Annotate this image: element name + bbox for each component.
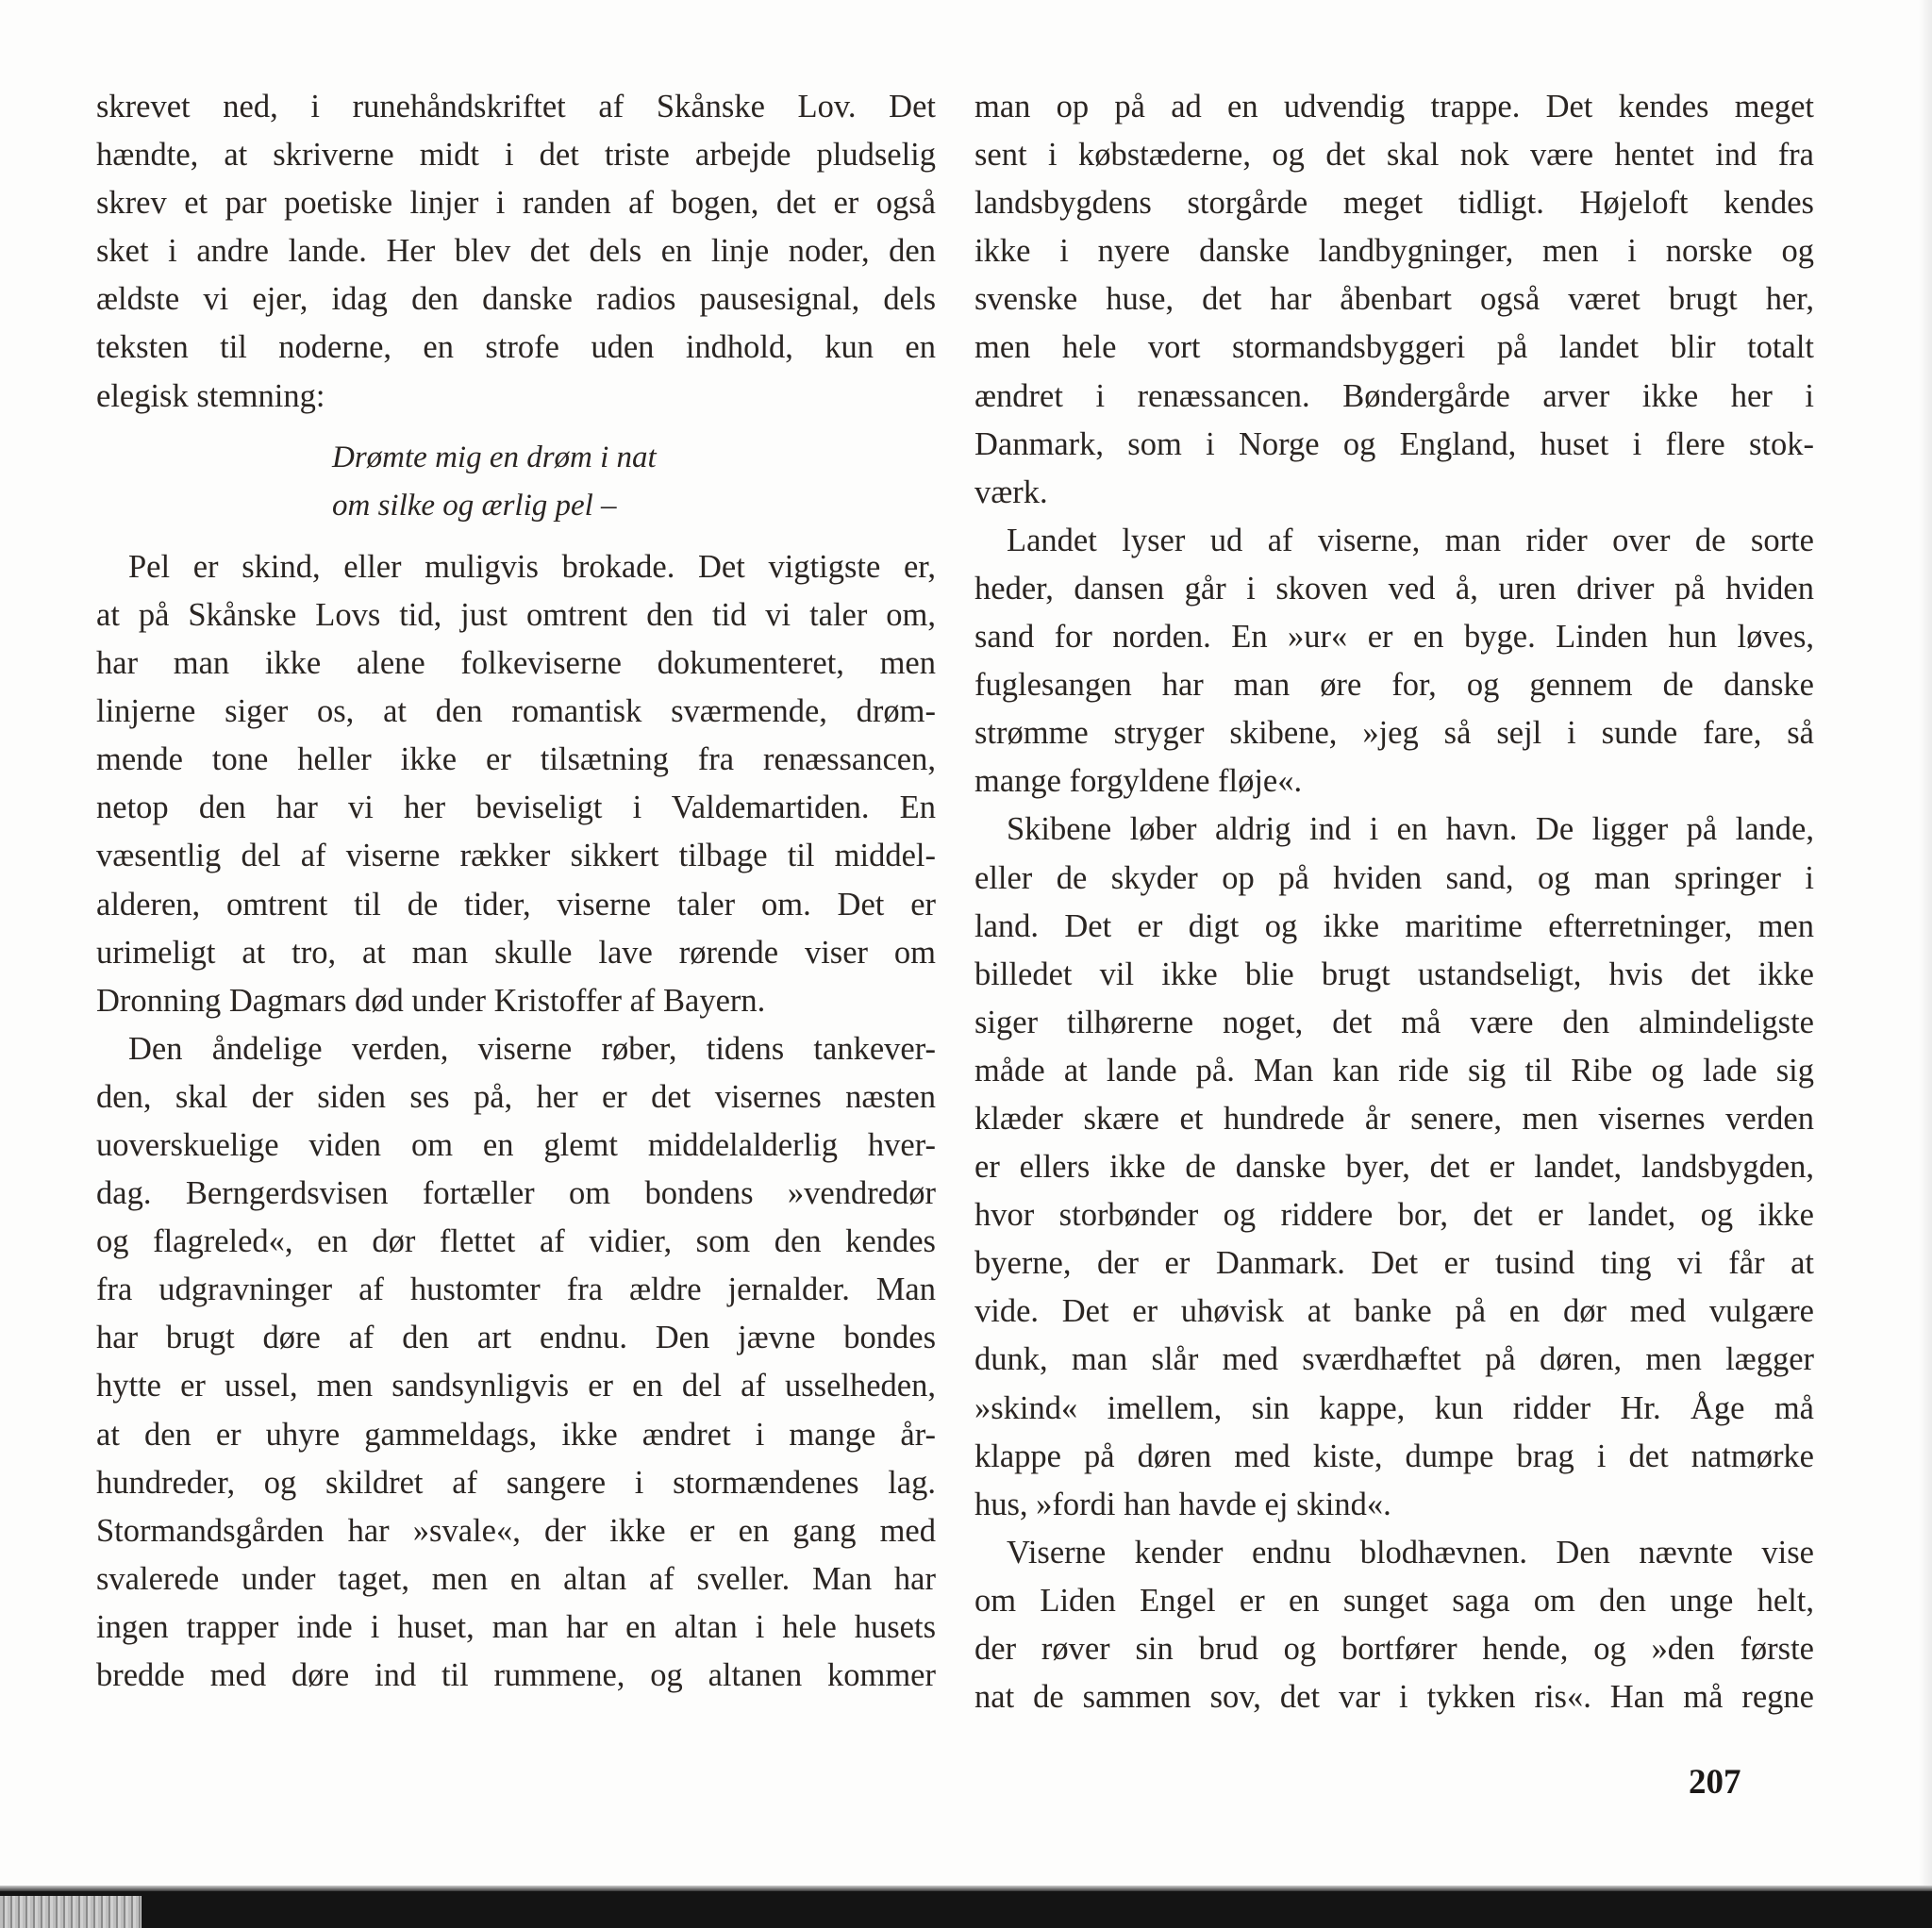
text-line: skrev et par poetiske linjer i randen af bogen, det er også xyxy=(96,185,936,222)
text-line: dunk, man slår med sværdhæftet på døren, men lægger xyxy=(974,1341,1814,1378)
text-line: at den er uhyre gammeldags, ikke ændret i mange år- xyxy=(96,1416,936,1453)
text-line: sand for norden. En »ur« er en byge. Linden hun løves, xyxy=(974,619,1814,656)
text-line: den, skal der siden ses på, her er det visernes næsten xyxy=(96,1078,936,1115)
left-text-column xyxy=(96,83,936,1700)
text-line: væsentlig del af viserne rækker sikkert tilbage til middel- xyxy=(96,838,936,874)
paragraph xyxy=(974,517,1814,806)
text-line: hytte er ussel, men sandsynligvis er en del af usselheden, xyxy=(96,1368,936,1404)
text-line: svalerede under taget, men en altan af sveller. Man har xyxy=(96,1560,936,1597)
text-line: fra udgravninger af hustomter fra ældre jernalder. Man xyxy=(96,1271,936,1308)
text-line: ændret i renæssancen. Bøndergårde arver ikke her i xyxy=(974,377,1814,414)
verse-quote xyxy=(96,434,936,530)
text-line: urimeligt at tro, at man skulle lave rørende viser om xyxy=(96,934,936,971)
text-line: hvor storbønder og riddere bor, det er landet, og ikke xyxy=(974,1197,1814,1234)
text-line: har brugt døre af den art endnu. Den jævne bondes xyxy=(96,1320,936,1356)
text-line: linjerne siger os, at den romantisk sværmende, drøm- xyxy=(96,693,936,730)
text-line: man op på ad en udvendig trappe. Det kendes meget xyxy=(974,89,1814,125)
text-line: Dronning Dagmars død under Kristoffer af Bayern. xyxy=(96,982,766,1019)
text-line: værk. xyxy=(974,474,1048,510)
text-line: klæder skære et hundrede år senere, men visernes verden xyxy=(974,1100,1814,1137)
text-line: ikke i nyere danske landbygninger, men i norske og xyxy=(974,233,1814,270)
scan-bottom-band xyxy=(0,1891,1932,1928)
text-line: Viserne kender endnu blodhævnen. Den nævnte vise xyxy=(1007,1534,1814,1571)
text-line: »skind« imellem, sin kappe, kun ridder Hr. Åge må xyxy=(974,1389,1814,1426)
text-line: fuglesangen har man øre for, og gennem de danske xyxy=(974,667,1814,704)
text-line: billedet vil ikke blie brugt ustandseligt, hvis det ikke xyxy=(974,956,1814,992)
text-line: vide. Det er uhøvisk at banke på en dør med vulgære xyxy=(974,1293,1814,1330)
text-line: har man ikke alene folkeviserne dokumenteret, men xyxy=(96,645,936,682)
text-line: elegisk stemning: xyxy=(96,377,325,414)
verse-line: Drømte mig en drøm i nat xyxy=(332,440,657,474)
text-line: teksten til noderne, en strofe uden indhold, kun en xyxy=(96,329,936,366)
scan-corner-artifact xyxy=(0,1896,142,1928)
text-line: eller de skyder op på hviden sand, og man springer i xyxy=(974,859,1814,896)
right-text-column xyxy=(974,83,1814,1721)
text-line: sent i købstæderne, og det skal nok være hentet ind fra xyxy=(974,137,1814,174)
text-line: men hele vort stormandsbyggeri på landet blir totalt xyxy=(974,329,1814,366)
text-line: ingen trapper inde i huset, man har en altan i hele husets xyxy=(96,1608,936,1645)
page-number: 207 xyxy=(1689,1763,1741,1802)
text-line: Den åndelige verden, viserne røber, tidens tankever- xyxy=(128,1030,936,1067)
text-line: svenske huse, det har åbenbart også været brugt her, xyxy=(974,281,1814,318)
text-line: Pel er skind, eller muligvis brokade. Det vigtigste er, xyxy=(128,548,936,585)
text-line: ældste vi ejer, idag den danske radios pausesignal, dels xyxy=(96,281,936,318)
text-line: skrevet ned, i runehåndskriftet af Skånske Lov. Det xyxy=(96,89,936,125)
paragraph xyxy=(974,806,1814,1528)
text-line: der røver sin brud og bortfører hende, og »den første xyxy=(974,1631,1814,1667)
text-line: Landet lyser ud af viserne, man rider over de sorte xyxy=(1007,522,1814,558)
text-line: måde at lande på. Man kan ride sig til Ribe og lade sig xyxy=(974,1052,1814,1089)
paragraph xyxy=(96,543,936,1025)
text-line: mange forgyldene fløje«. xyxy=(974,763,1303,800)
text-line: Danmark, som i Norge og England, huset i flere stok- xyxy=(974,425,1814,462)
text-line: og flagreled«, en dør flettet af vidier, som den kendes xyxy=(96,1223,936,1260)
text-line: dag. Berngerdsvisen fortæller om bondens »vendredør xyxy=(96,1175,936,1212)
paragraph xyxy=(96,1025,936,1700)
text-line: bredde med døre ind til rummene, og altanen kommer xyxy=(96,1657,936,1693)
text-line: hændte, at skriverne midt i det triste arbejde pludselig xyxy=(96,137,936,174)
text-line: sket i andre lande. Her blev det dels en linje noder, den xyxy=(96,233,936,270)
page-edge-shadow xyxy=(1919,0,1932,1886)
text-line: Stormandsgården har »svale«, der ikke er en gang med xyxy=(96,1512,936,1549)
text-line: hus, »fordi han havde ej skind«. xyxy=(974,1486,1391,1522)
text-line: mende tone heller ikke er tilsætning fra renæssancen, xyxy=(96,741,936,778)
text-line: heder, dansen går i skoven ved å, uren driver på hviden xyxy=(974,570,1814,607)
text-line: siger tilhørerne noget, det må være den almindeligste xyxy=(974,1004,1814,1040)
text-line: alderen, omtrent til de tider, viserne taler om. Det er xyxy=(96,886,936,922)
paragraph xyxy=(96,83,936,421)
text-line: at på Skånske Lovs tid, just omtrent den tid vi taler om, xyxy=(96,596,936,633)
verse-line: om silke og ærlig pel – xyxy=(332,488,617,523)
text-line: klappe på døren med kiste, dumpe brag i det natmørke xyxy=(974,1438,1814,1474)
text-line: hundreder, og skildret af sangere i stormændenes lag. xyxy=(96,1464,936,1501)
paragraph xyxy=(974,83,1814,517)
text-line: Skibene løber aldrig ind i en havn. De ligger på lande, xyxy=(1007,811,1814,848)
text-line: uoverskuelige viden om en glemt middelalderlig hver- xyxy=(96,1126,936,1163)
text-line: landsbygdens storgårde meget tidligt. Højeloft kendes xyxy=(974,185,1814,222)
text-line: er ellers ikke de danske byer, det er landet, landsbygden, xyxy=(974,1149,1814,1186)
text-line: land. Det er digt og ikke maritime efterretninger, men xyxy=(974,907,1814,944)
text-line: nat de sammen sov, det var i tykken ris«. Han må regne xyxy=(974,1679,1814,1716)
text-line: byerne, der er Danmark. Det er tusind ting vi får at xyxy=(974,1245,1814,1282)
text-line: om Liden Engel er en sunget saga om den unge helt, xyxy=(974,1582,1814,1619)
text-line: strømme stryger skibene, »jeg så sejl i sunde fare, så xyxy=(974,715,1814,752)
text-line: netop den har vi her beviseligt i Valdemartiden. En xyxy=(96,789,936,826)
paragraph xyxy=(974,1529,1814,1721)
